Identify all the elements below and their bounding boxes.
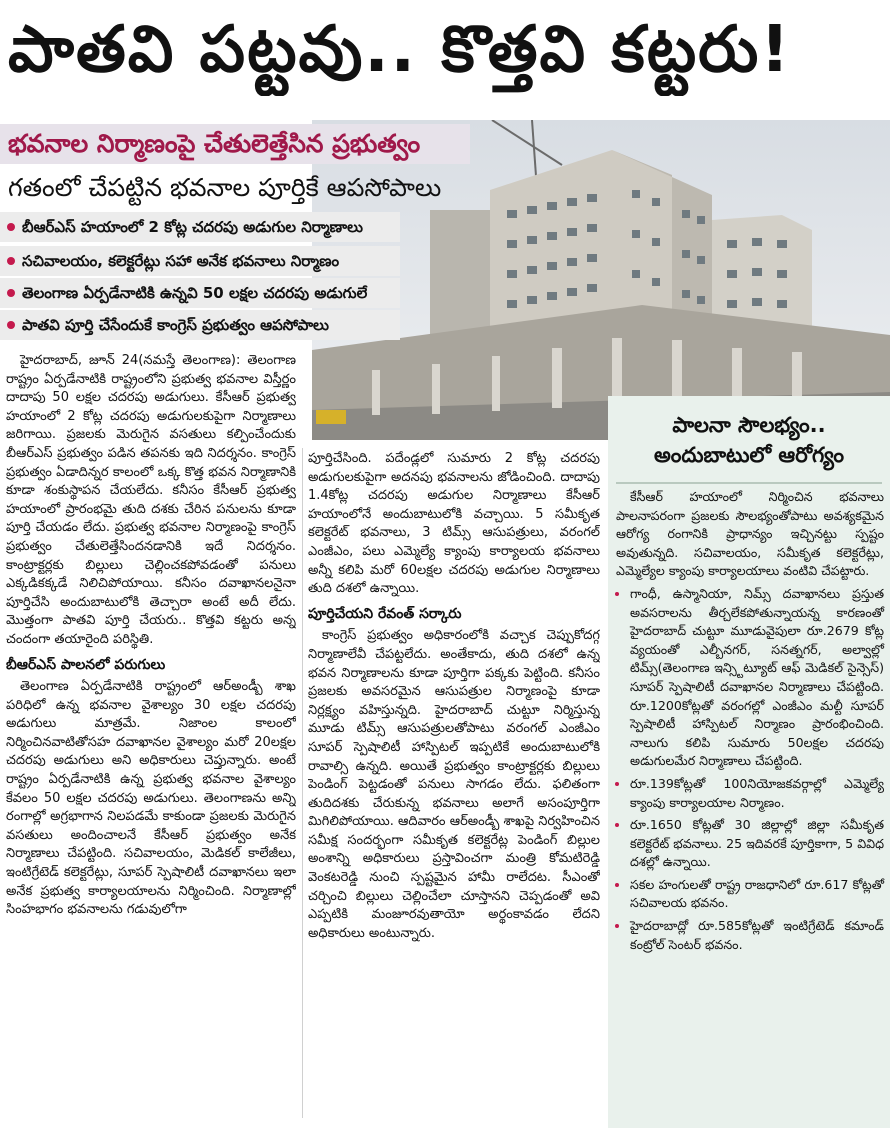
bullet-text: తెలంగాణ ఏర్పడేనాటికి ఉన్నవి 50 లక్షల చదరపు అడుగులే — [22, 284, 368, 302]
bullet-dot-icon — [7, 257, 15, 265]
highlight-bullet — [0, 212, 400, 242]
sidebar-list-item: • సకల హంగులతో రాష్ట్ర రాజధానిలో రూ.617 కోట్లతో సచివాలయ భవనం. — [630, 876, 884, 913]
section-heading: బీఆర్ఎస్ పాలనలో పరుగులు — [6, 656, 166, 673]
article-column-2 — [308, 450, 600, 1122]
highlight-bullet — [0, 310, 400, 340]
section-heading: పూర్తిచేయని రేవంత్ సర్కారు — [308, 605, 462, 622]
sidebar-title-line: పాలనా సౌలభ్యం.. — [672, 413, 826, 437]
article-paragraph: తెలంగాణ ఏర్పడేనాటికి రాష్ట్రంలో ఆర్అండ్బీ శాఖ పరిధిలో ఉన్న భవనాల వైశాల్యం 30 లక్షల చదరపు అడుగులు మాత్రమే. నిజాంల కాలంలో నిర్మించినవాటితోసహ దవాఖానల వైశాల్యం మరో 20లక్షల చదరపు అడుగులు అని అధికారులు చెప్తున్నారు. అంటే రాష్ట్రం ఏర్పడేనాటికి ఉన్న ప్రభుత్వ భవనాల వైశాల్యం కేవలం 50 లక్షల చదరపు అడుగులు. తెలంగాణను అన్ని రంగాల్లో అగ్రభాగాన నిలపడమే కాకుండా ప్రజలకు మెరుగైన వసతులు అందించాలనే కేసీఆర్ ప్రభుత్వం అనేక నిర్మాణాలు చేపట్టింది. సచివాలయం, మెడికల్ కాలేజీలు, ఇంటిగ్రేటెడ్ కలెక్టరేట్లు, సూపర్ స్పెషాలిటీ దవాఖానలు ఇలా అనేక ప్రభుత్వ కార్యాలయాలను నిర్మించింది. నిర్మాణాల్లో సింహభాగం భవనాలను గడువులోగా — [6, 679, 296, 918]
sidebar-list — [616, 585, 884, 954]
sidebar-title-line: అందుబాటులో ఆరోగ్యం — [653, 443, 844, 467]
article-column-1 — [6, 352, 296, 1122]
article-paragraph: హైదరాబాద్, జూన్ 24(నమస్తే తెలంగాణ): తెలంగాణ రాష్ట్రం ఏర్పడేనాటికి రాష్ట్రంలోని ప్రభుత్వ భవనాల విస్తీర్ణం దాదాపు 50 లక్షల చదరపు అడుగులు. కేసీఆర్ ప్రభుత్వ హయాంలో 2 కోట్ల చదరపు అడుగులకుపైగా నిర్మాణాలు జరిగాయి. ప్రజలకు మెరుగైన వసతులు కల్పించేందుకు బీఆర్ఎస్ ప్రభుత్వం పడిన తపనకు ఇది నిదర్శనం. కాంగ్రెస్ ప్రభుత్వం ఏడాదిన్నర కాలంలో ఒక్క కొత్త భవన నిర్మాణానికి కూడా శంకుస్థాపన చేయలేదు. కనీసం కేసీఆర్ ప్రభుత్వ హయాంలో ప్రారంభమై తుది దశకు చేరిన పనులను కూడా పూర్తి చేయడం లేదు. ప్రభుత్వ భవనాల నిర్మాణంపై కాంగ్రెస్ ప్రభుత్వం చేతులెత్తేసిందనడానికి ఇదే నిదర్శనం. కాంట్రాక్టర్లకు బిల్లులు చెల్లించకపోవడంతో పనులు ఎక్కడికక్కడే నిలిచిపోయాయి. కనీసం దవాఖానలనైనా పూర్తిచేసి అందుబాటులోకి తెచ్చారా అంటే అదీ లేదు. మొత్తంగా పాతవి పూర్తి చేయరు.. కొత్తవి కట్టరు అన్న చందంగా తయారైంది పరిస్థితి. — [6, 353, 296, 647]
headline: పాతవి పట్టవు.. కొత్తవి కట్టరు! — [8, 13, 792, 87]
highlight-bullet — [0, 278, 400, 308]
bullet-dot-icon — [7, 289, 15, 297]
bullet-dot-icon — [7, 223, 15, 231]
sidebar-box — [608, 396, 890, 1128]
article-paragraph: పూర్తిచేసింది. పదేండ్లలో సుమారు 2 కోట్ల చదరపు అడుగులకుపైగా అదనపు భవనాలను జోడించింది. దాదాపు 1.4కోట్ల చదరపు అడుగుల నిర్మాణాలు కేసీఆర్ హయాంలోనే అందుబాటులోకి వచ్చాయి. 5 సమీకృత కలెక్టరేట్ భవనాలు, 3 టిమ్స్ ఆసుపత్రులు, వరంగల్ ఎంజీఎం, పలు ఎమ్మెల్యే క్యాంపు కార్యాలయ భవనాలు అన్నీ కలిపి మరో 60లక్షల చదరపు అడుగుల నిర్మాణాలు తుది దశలో ఉన్నాయి. — [308, 451, 600, 597]
sidebar-divider — [616, 482, 882, 484]
subheadline: భవనాల నిర్మాణంపై చేతులెత్తేసిన ప్రభుత్వం — [0, 124, 470, 164]
bullet-text: పాతవి పూర్తి చేసేందుకే కాంగ్రెస్ ప్రభుత్వం ఆపసోపాలు — [22, 316, 329, 334]
column-divider — [302, 448, 303, 1118]
sidebar-list-item: • రూ.139కోట్లతో 100నియోజకవర్గాల్లో ఎమ్మెల్యే క్యాంపు కార్యాలయాల నిర్మాణం. — [630, 775, 884, 812]
article-paragraph: కాంగ్రెస్ ప్రభుత్వం అధికారంలోకి వచ్చాక చెప్పుకోదగ్గ నిర్మాణాలేవీ చేపట్టలేదు. అంతేకాదు, తుది దశలో ఉన్న భవన నిర్మాణాలను కూడా పూర్తిగా పక్కకు పెట్టింది. కనీసం ప్రజలకు అవసరమైన ఆసుపత్రుల నిర్మాణంపై కూడా నిర్లక్ష్యం వహిస్తున్నది. హైదరాబాద్ చుట్టూ నిర్మిస్తున్న మూడు టిమ్స్ ఆసుపత్రులతోపాటు వరంగల్ ఎంజీఎం సూపర్ స్పెషాలిటీ హాస్పిటల్ ఇప్పటికే అందుబాటులోకి రావాల్సి ఉన్నది. అయితే ప్రభుత్వం కాంట్రాక్టర్లకు బిల్లులు పెండింగ్ పెట్టడంతో పనులు సాగడం లేదు. ఫలితంగా తుదిదశకు చేరుకున్న భవనాలు అలాగే అసంపూర్తిగా మిగిలిపోయాయి. ఆదివారం ఆర్అండ్బీ శాఖపై నిర్వహించిన సమీక్ష సందర్భంగా సమీకృత కలెక్టరేట్ల పెండింగ్ బిల్లుల అంశాన్ని అధికారులు ప్రస్తావించగా మంత్రి కోమటిరెడ్డి వెంకటరెడ్డి నుంచి స్పష్టమైన హామీ రాలేదట. సీఎంతో చర్చించి బిల్లులు చెల్లించేలా చూస్తానని చెప్పడంతో అవి ఎప్పటికి మంజూరవుతాయో అర్థంకావడం లేదని అధికారులు అంటున్నారు. — [308, 628, 600, 941]
sidebar-intro: కేసీఆర్ హయాంలో నిర్మించిన భవనాలు పాలనాపరంగా ప్రజలకు సౌలభ్యంతోపాటు అవశ్యకమైన ఆరోగ్య రంగానికి ప్రాధాన్యం ఇచ్చినట్టు స్పష్టం అవుతున్నది. సచివాలయం, సమీకృత కలెక్టరేట్లు, ఎమ్మెల్యేల క్యాంపు కార్యాలయాలు వంటివి చేపట్టారు. — [616, 489, 884, 579]
sidebar-list-item: • రూ.1650 కోట్లతో 30 జిల్లాల్లో జిల్లా సమీకృత కలెక్టరేట్ భవనాలు. 25 ఇదివరకే పూర్తికాగా, 5 వివిధ దశల్లో ఉన్నాయి. — [630, 816, 884, 872]
sidebar-list-item: • గాంధీ, ఉస్మానియా, నిమ్స్ దవాఖానలు ప్రస్తుత అవసరాలను తీర్చలేకపోతున్నాయన్న కారణంతో హైదరాబాద్ చుట్టూ మూడువైపులా రూ.2679 కోట్ల వ్యయంతో ఎల్బీనగర్, సనత్నగర్, అల్వాల్లో టిమ్స్(తెలంగాణ ఇన్స్టిట్యూట్ ఆఫ్ మెడికల్ సైన్సెస్) సూపర్ స్పెషాలిటీ దవాఖానల నిర్మాణాలు చేపట్టింది. రూ.1200కోట్లతో వరంగల్లో ఎంజీఎం మల్టీ సూపర్ స్పెషాలిటీ హాస్పిటల్ నిర్మాణం ప్రారంభించింది. నాలుగు కలిపి సుమారు 50లక్షల చదరపు అడుగులమేర నిర్మాణాలు చేపట్టింది. — [630, 585, 884, 771]
sidebar-list-item: • హైదరాబాద్లో రూ.585కోట్లతో ఇంటిగ్రేటెడ్ కమాండ్ కంట్రోల్ సెంటర్ భవనం. — [630, 917, 884, 954]
secondary-subheadline: గతంలో చేపట్టిన భవనాల పూర్తికే ఆపసోపాలు — [8, 173, 442, 202]
sidebar-body — [616, 488, 884, 958]
sidebar-title — [608, 410, 890, 470]
bullet-text: బీఆర్ఎస్ హయాంలో 2 కోట్ల చదరపు అడుగుల నిర్మాణాలు — [22, 218, 363, 236]
bullet-text: సచివాలయం, కలెక్టరేట్లు సహా అనేక భవనాలు నిర్మాణం — [22, 252, 340, 270]
highlight-bullet — [0, 246, 400, 276]
bullet-dot-icon — [7, 321, 15, 329]
